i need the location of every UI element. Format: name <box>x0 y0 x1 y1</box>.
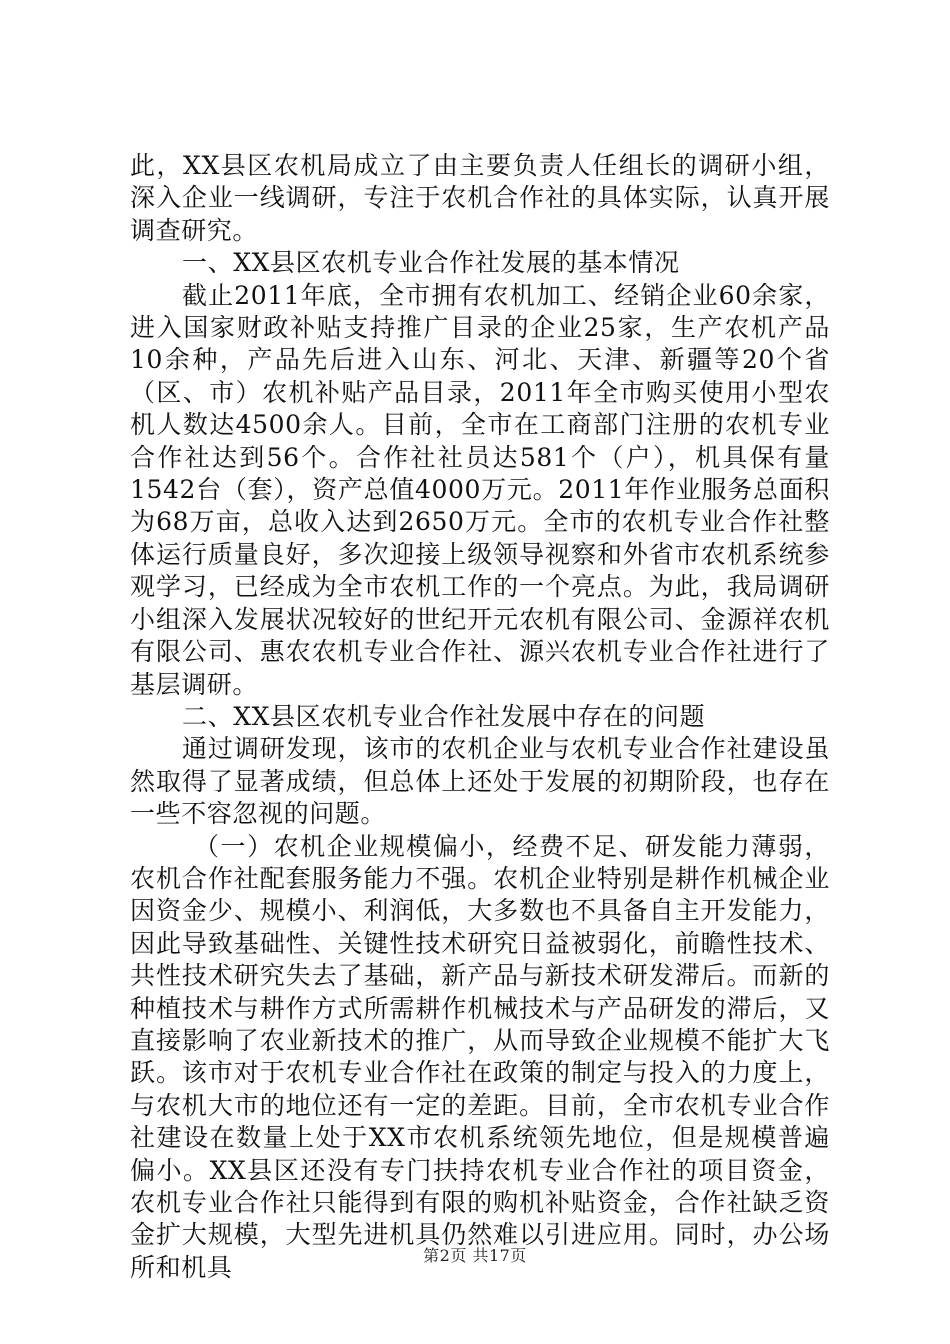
document-body <box>130 150 830 1284</box>
section-heading-2: 二、XX县区农机专业合作社发展中存在的问题 <box>182 701 706 731</box>
paragraph-basic-situation: 截止2011年底，全市拥有农机加工、经销企业60余家，进入国家财政补贴支持推广目录的企业25家，生产农机产品10余种，产品先后进入山东、河北、天津、新疆等20个省（区、市）农机补贴产品目录，2011年全市购买使用小型农机人数达4500余人。目前，全市在工商部门注册的农机专业合作社达到56个。合作社社员达581个（户），机具保有量1542台（套），资产总值4000万元。2011年作业服务总面积为68万亩，总收入达到2650万元。全市的农机专业合作社整体运行质量良好，多次迎接上级领导视察和外省市农机系统参观学习，已经成为全市农机工作的一个亮点。为此，我局调研小组深入发展状况较好的世纪开元农机有限公司、金源祥农机有限公司、惠农农机专业合作社、源兴农机专业合作社进行了基层调研。 <box>130 280 830 699</box>
paragraph-subsection-1: （一）农机企业规模偏小，经费不足、研发能力薄弱，农机合作社配套服务能力不强。农机企业特别是耕作机械企业因资金少、规模小、利润低，大多数也不具备自主开发能力，因此导致基础性、关键性技术研究日益被弱化，前瞻性技术、共性技术研究失去了基础，新产品与新技术研发滞后。而新的种植技术与耕作方式所需耕作机械技术与产品研发的滞后，又直接影响了农业新技术的推广，从而导致企业规模不能扩大飞跃。该市对于农机专业合作社在政策的制定与投入的力度上，与农机大市的地位还有一定的差距。目前，全市农机专业合作社建设在数量上处于XX市农机系统领先地位，但是规模普遍偏小。XX县区还没有专门扶持农机专业合作社的项目资金，农机专业合作社只能得到有限的购机补贴资金，合作社缺乏资金扩大规模，大型先进机具仍然难以引进应用。同时，办公场所和机具 <box>130 831 830 1282</box>
paragraph-findings: 通过调研发现，该市的农机企业与农机专业合作社建设虽然取得了显著成绩，但总体上还处于发展的初期阶段，也存在一些不容忽视的问题。 <box>130 734 830 829</box>
section-heading-1: 一、XX县区农机专业合作社发展的基本情况 <box>182 248 680 278</box>
page-footer: 第2页 共17页 <box>423 1246 527 1265</box>
paragraph-intro-continued: 此，XX县区农机局成立了由主要负责人任组长的调研小组，深入企业一线调研，专注于农机合作社的具体实际，认真开展调查研究。 <box>130 151 830 245</box>
